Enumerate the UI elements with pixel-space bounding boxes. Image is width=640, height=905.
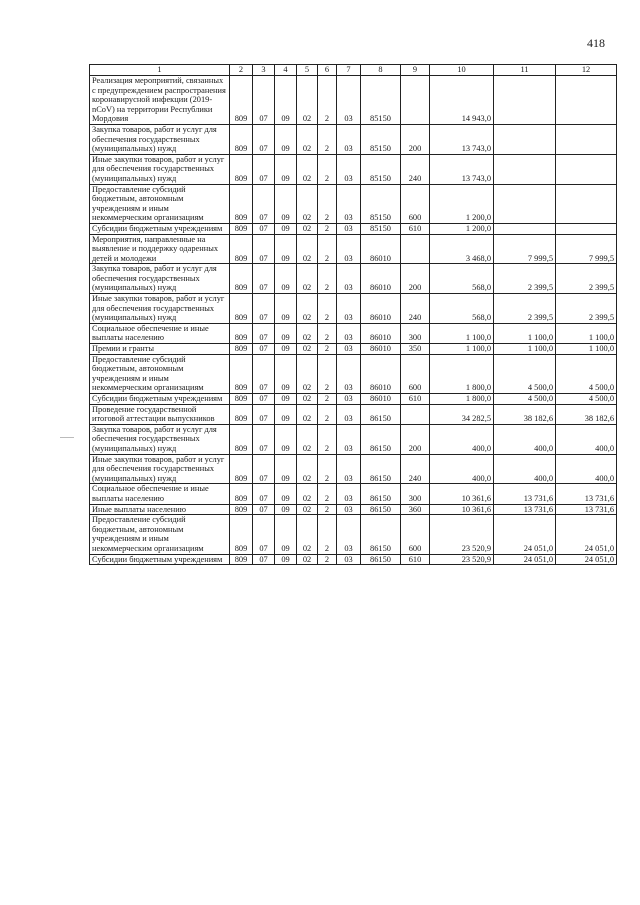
col-header: 12: [556, 65, 617, 76]
amount-col12-cell: [556, 223, 617, 234]
expense-type-cell: 360: [401, 504, 430, 515]
section-code-cell: 07: [253, 404, 275, 424]
subsection-code-cell: 09: [275, 223, 297, 234]
subsection-code-cell: 09: [275, 154, 297, 184]
amount-col10-cell: 14 943,0: [430, 76, 494, 125]
amount-col12-cell: 38 182,6: [556, 404, 617, 424]
subprogram-code-cell: 2: [318, 223, 337, 234]
section-code-cell: 07: [253, 154, 275, 184]
program-code-cell: 02: [297, 184, 318, 223]
subsection-code-cell: 09: [275, 404, 297, 424]
admin-code-cell: 809: [230, 223, 253, 234]
subsection-code-cell: 09: [275, 394, 297, 405]
row-name-cell: Мероприятия, направленные на выявление и поддержку одаренных детей и молодежи: [90, 234, 230, 264]
amount-col11-cell: 13 731,6: [494, 504, 556, 515]
amount-col10-cell: 1 800,0: [430, 354, 494, 393]
amount-col12-cell: 7 999,5: [556, 234, 617, 264]
amount-col11-cell: [494, 124, 556, 154]
admin-code-cell: 809: [230, 454, 253, 484]
event-code-cell: 03: [337, 234, 361, 264]
subsection-code-cell: 09: [275, 294, 297, 324]
subsection-code-cell: 09: [275, 484, 297, 504]
section-code-cell: 07: [253, 504, 275, 515]
direction-code-cell: 86010: [361, 394, 401, 405]
expense-type-cell: 200: [401, 424, 430, 454]
amount-col11-cell: 1 100,0: [494, 344, 556, 355]
amount-col11-cell: 24 051,0: [494, 554, 556, 565]
amount-col12-cell: 13 731,6: [556, 504, 617, 515]
amount-col11-cell: 2 399,5: [494, 294, 556, 324]
col-header: 11: [494, 65, 556, 76]
subprogram-code-cell: 2: [318, 323, 337, 343]
expense-type-cell: 600: [401, 515, 430, 554]
section-code-cell: 07: [253, 515, 275, 554]
program-code-cell: 02: [297, 154, 318, 184]
admin-code-cell: 809: [230, 354, 253, 393]
section-code-cell: 07: [253, 354, 275, 393]
table-row: [90, 323, 617, 343]
amount-col11-cell: [494, 154, 556, 184]
program-code-cell: 02: [297, 354, 318, 393]
subsection-code-cell: 09: [275, 424, 297, 454]
subsection-code-cell: 09: [275, 184, 297, 223]
subprogram-code-cell: 2: [318, 404, 337, 424]
admin-code-cell: 809: [230, 76, 253, 125]
direction-code-cell: 86150: [361, 504, 401, 515]
event-code-cell: 03: [337, 504, 361, 515]
row-name-cell: Закупка товаров, работ и услуг для обеспечения государственных (муниципальных) нужд: [90, 264, 230, 294]
amount-col12-cell: [556, 76, 617, 125]
program-code-cell: 02: [297, 264, 318, 294]
expense-type-cell: 300: [401, 323, 430, 343]
amount-col11-cell: [494, 76, 556, 125]
page-number: 418: [587, 36, 605, 50]
amount-col12-cell: 4 500,0: [556, 394, 617, 405]
section-code-cell: 07: [253, 554, 275, 565]
event-code-cell: 03: [337, 76, 361, 125]
direction-code-cell: 86010: [361, 323, 401, 343]
budget-table: [89, 64, 617, 565]
amount-col10-cell: 568,0: [430, 264, 494, 294]
section-code-cell: 07: [253, 344, 275, 355]
amount-col12-cell: 1 100,0: [556, 323, 617, 343]
amount-col10-cell: 400,0: [430, 424, 494, 454]
subsection-code-cell: 09: [275, 515, 297, 554]
amount-col11-cell: 4 500,0: [494, 394, 556, 405]
row-name-cell: Субсидии бюджетным учреждениям: [90, 223, 230, 234]
subsection-code-cell: 09: [275, 504, 297, 515]
amount-col10-cell: 3 468,0: [430, 234, 494, 264]
table-row: [90, 344, 617, 355]
expense-type-cell: 300: [401, 484, 430, 504]
event-code-cell: 03: [337, 454, 361, 484]
col-header: 9: [401, 65, 430, 76]
amount-col11-cell: [494, 184, 556, 223]
amount-col11-cell: 2 399,5: [494, 264, 556, 294]
amount-col12-cell: 24 051,0: [556, 515, 617, 554]
table-row: [90, 124, 617, 154]
subsection-code-cell: 09: [275, 344, 297, 355]
subprogram-code-cell: 2: [318, 294, 337, 324]
row-name-cell: Предоставление субсидий бюджетным, автономным учреждениям и иным некоммерческим организациям: [90, 184, 230, 223]
amount-col12-cell: 24 051,0: [556, 554, 617, 565]
section-code-cell: 07: [253, 323, 275, 343]
row-name-cell: Закупка товаров, работ и услуг для обеспечения государственных (муниципальных) нужд: [90, 424, 230, 454]
scan-mark: [60, 437, 74, 438]
amount-col10-cell: 13 743,0: [430, 154, 494, 184]
admin-code-cell: 809: [230, 323, 253, 343]
subprogram-code-cell: 2: [318, 515, 337, 554]
program-code-cell: 02: [297, 394, 318, 405]
row-name-cell: Премии и гранты: [90, 344, 230, 355]
event-code-cell: 03: [337, 424, 361, 454]
direction-code-cell: 85150: [361, 124, 401, 154]
admin-code-cell: 809: [230, 184, 253, 223]
table-row: [90, 264, 617, 294]
program-code-cell: 02: [297, 294, 318, 324]
expense-type-cell: 600: [401, 184, 430, 223]
amount-col11-cell: 24 051,0: [494, 515, 556, 554]
amount-col11-cell: 38 182,6: [494, 404, 556, 424]
subprogram-code-cell: 2: [318, 234, 337, 264]
subprogram-code-cell: 2: [318, 394, 337, 405]
table-row: [90, 76, 617, 125]
row-name-cell: Социальное обеспечение и иные выплаты населению: [90, 323, 230, 343]
amount-col12-cell: [556, 154, 617, 184]
event-code-cell: 03: [337, 515, 361, 554]
amount-col12-cell: 1 100,0: [556, 344, 617, 355]
program-code-cell: 02: [297, 234, 318, 264]
expense-type-cell: 240: [401, 454, 430, 484]
subsection-code-cell: 09: [275, 264, 297, 294]
row-name-cell: Субсидии бюджетным учреждениям: [90, 394, 230, 405]
col-header: 10: [430, 65, 494, 76]
row-name-cell: Иные закупки товаров, работ и услуг для обеспечения государственных (муниципальных) нужд: [90, 454, 230, 484]
program-code-cell: 02: [297, 76, 318, 125]
col-header: 8: [361, 65, 401, 76]
admin-code-cell: 809: [230, 424, 253, 454]
header-row: [90, 65, 617, 76]
expense-type-cell: 200: [401, 264, 430, 294]
amount-col10-cell: 34 282,5: [430, 404, 494, 424]
direction-code-cell: 86010: [361, 264, 401, 294]
direction-code-cell: 86150: [361, 554, 401, 565]
program-code-cell: 02: [297, 223, 318, 234]
admin-code-cell: 809: [230, 234, 253, 264]
event-code-cell: 03: [337, 264, 361, 294]
table-row: [90, 223, 617, 234]
admin-code-cell: 809: [230, 124, 253, 154]
direction-code-cell: 85150: [361, 184, 401, 223]
subprogram-code-cell: 2: [318, 344, 337, 355]
subprogram-code-cell: 2: [318, 484, 337, 504]
col-header: 6: [318, 65, 337, 76]
direction-code-cell: 85150: [361, 76, 401, 125]
table-row: [90, 354, 617, 393]
subprogram-code-cell: 2: [318, 454, 337, 484]
section-code-cell: 07: [253, 454, 275, 484]
direction-code-cell: 86150: [361, 424, 401, 454]
direction-code-cell: 86010: [361, 344, 401, 355]
section-code-cell: 07: [253, 184, 275, 223]
amount-col12-cell: 13 731,6: [556, 484, 617, 504]
expense-type-cell: 610: [401, 394, 430, 405]
row-name-cell: Иные закупки товаров, работ и услуг для обеспечения государственных (муниципальных) нужд: [90, 294, 230, 324]
direction-code-cell: 85150: [361, 154, 401, 184]
subsection-code-cell: 09: [275, 554, 297, 565]
subprogram-code-cell: 2: [318, 354, 337, 393]
subsection-code-cell: 09: [275, 354, 297, 393]
amount-col12-cell: [556, 124, 617, 154]
row-name-cell: Закупка товаров, работ и услуг для обеспечения государственных (муниципальных) нужд: [90, 124, 230, 154]
section-code-cell: 07: [253, 394, 275, 405]
direction-code-cell: 86010: [361, 354, 401, 393]
table-row: [90, 424, 617, 454]
event-code-cell: 03: [337, 294, 361, 324]
amount-col12-cell: 4 500,0: [556, 354, 617, 393]
program-code-cell: 02: [297, 554, 318, 565]
table-row: [90, 515, 617, 554]
amount-col11-cell: 1 100,0: [494, 323, 556, 343]
section-code-cell: 07: [253, 234, 275, 264]
program-code-cell: 02: [297, 504, 318, 515]
subprogram-code-cell: 2: [318, 554, 337, 565]
admin-code-cell: 809: [230, 264, 253, 294]
admin-code-cell: 809: [230, 484, 253, 504]
event-code-cell: 03: [337, 124, 361, 154]
subsection-code-cell: 09: [275, 76, 297, 125]
amount-col11-cell: 4 500,0: [494, 354, 556, 393]
amount-col12-cell: 400,0: [556, 454, 617, 484]
row-name-cell: Предоставление субсидий бюджетным, автономным учреждениям и иным некоммерческим организациям: [90, 354, 230, 393]
table-row: [90, 554, 617, 565]
row-name-cell: Предоставление субсидий бюджетным, автономным учреждениям и иным некоммерческим организациям: [90, 515, 230, 554]
table-row: [90, 394, 617, 405]
subsection-code-cell: 09: [275, 323, 297, 343]
amount-col10-cell: 1 100,0: [430, 344, 494, 355]
program-code-cell: 02: [297, 404, 318, 424]
program-code-cell: 02: [297, 424, 318, 454]
amount-col11-cell: [494, 223, 556, 234]
section-code-cell: 07: [253, 424, 275, 454]
section-code-cell: 07: [253, 294, 275, 324]
admin-code-cell: 809: [230, 344, 253, 355]
section-code-cell: 07: [253, 76, 275, 125]
event-code-cell: 03: [337, 484, 361, 504]
amount-col10-cell: 10 361,6: [430, 484, 494, 504]
amount-col10-cell: 13 743,0: [430, 124, 494, 154]
program-code-cell: 02: [297, 484, 318, 504]
section-code-cell: 07: [253, 223, 275, 234]
section-code-cell: 07: [253, 484, 275, 504]
amount-col10-cell: 1 100,0: [430, 323, 494, 343]
amount-col10-cell: 400,0: [430, 454, 494, 484]
direction-code-cell: 86150: [361, 404, 401, 424]
col-header: 1: [90, 65, 230, 76]
event-code-cell: 03: [337, 223, 361, 234]
admin-code-cell: 809: [230, 394, 253, 405]
direction-code-cell: 86150: [361, 454, 401, 484]
table-row: [90, 294, 617, 324]
event-code-cell: 03: [337, 184, 361, 223]
amount-col12-cell: 2 399,5: [556, 264, 617, 294]
section-code-cell: 07: [253, 124, 275, 154]
admin-code-cell: 809: [230, 554, 253, 565]
expense-type-cell: 610: [401, 223, 430, 234]
admin-code-cell: 809: [230, 504, 253, 515]
table-body: [90, 76, 617, 565]
amount-col10-cell: 568,0: [430, 294, 494, 324]
subprogram-code-cell: 2: [318, 504, 337, 515]
expense-type-cell: 200: [401, 124, 430, 154]
subprogram-code-cell: 2: [318, 154, 337, 184]
amount-col12-cell: 400,0: [556, 424, 617, 454]
admin-code-cell: 809: [230, 154, 253, 184]
subsection-code-cell: 09: [275, 454, 297, 484]
expense-type-cell: [401, 76, 430, 125]
table-row: [90, 504, 617, 515]
subprogram-code-cell: 2: [318, 424, 337, 454]
row-name-cell: Иные выплаты населению: [90, 504, 230, 515]
row-name-cell: Реализация мероприятий, связанных с предупреждением распространения коронавирусной инфекции (2019-nCoV) на территории Республики Мордовия: [90, 76, 230, 125]
amount-col11-cell: 13 731,6: [494, 484, 556, 504]
event-code-cell: 03: [337, 404, 361, 424]
row-name-cell: Проведение государственной итоговой аттестации выпускников: [90, 404, 230, 424]
admin-code-cell: 809: [230, 404, 253, 424]
program-code-cell: 02: [297, 124, 318, 154]
program-code-cell: 02: [297, 344, 318, 355]
amount-col11-cell: 400,0: [494, 454, 556, 484]
table-row: [90, 484, 617, 504]
program-code-cell: 02: [297, 323, 318, 343]
row-name-cell: Субсидии бюджетным учреждениям: [90, 554, 230, 565]
table-row: [90, 184, 617, 223]
col-header: 7: [337, 65, 361, 76]
subprogram-code-cell: 2: [318, 184, 337, 223]
amount-col12-cell: 2 399,5: [556, 294, 617, 324]
col-header: 2: [230, 65, 253, 76]
table-row: [90, 154, 617, 184]
subprogram-code-cell: 2: [318, 76, 337, 125]
table-row: [90, 454, 617, 484]
col-header: 5: [297, 65, 318, 76]
amount-col10-cell: 10 361,6: [430, 504, 494, 515]
expense-type-cell: 240: [401, 154, 430, 184]
amount-col10-cell: 23 520,9: [430, 554, 494, 565]
event-code-cell: 03: [337, 354, 361, 393]
subprogram-code-cell: 2: [318, 124, 337, 154]
expense-type-cell: 600: [401, 354, 430, 393]
row-name-cell: Иные закупки товаров, работ и услуг для обеспечения государственных (муниципальных) нужд: [90, 154, 230, 184]
program-code-cell: 02: [297, 515, 318, 554]
row-name-cell: Социальное обеспечение и иные выплаты населению: [90, 484, 230, 504]
admin-code-cell: 809: [230, 294, 253, 324]
event-code-cell: 03: [337, 344, 361, 355]
amount-col10-cell: 1 200,0: [430, 223, 494, 234]
direction-code-cell: 85150: [361, 223, 401, 234]
expense-type-cell: 240: [401, 294, 430, 324]
expense-type-cell: 350: [401, 344, 430, 355]
admin-code-cell: 809: [230, 515, 253, 554]
direction-code-cell: 86150: [361, 484, 401, 504]
expense-type-cell: [401, 234, 430, 264]
amount-col11-cell: 400,0: [494, 424, 556, 454]
direction-code-cell: 86010: [361, 234, 401, 264]
table-row: [90, 234, 617, 264]
event-code-cell: 03: [337, 154, 361, 184]
amount-col10-cell: 1 800,0: [430, 394, 494, 405]
section-code-cell: 07: [253, 264, 275, 294]
col-header: 3: [253, 65, 275, 76]
col-header: 4: [275, 65, 297, 76]
direction-code-cell: 86150: [361, 515, 401, 554]
event-code-cell: 03: [337, 554, 361, 565]
amount-col11-cell: 7 999,5: [494, 234, 556, 264]
program-code-cell: 02: [297, 454, 318, 484]
subprogram-code-cell: 2: [318, 264, 337, 294]
event-code-cell: 03: [337, 394, 361, 405]
amount-col12-cell: [556, 184, 617, 223]
amount-col10-cell: 1 200,0: [430, 184, 494, 223]
event-code-cell: 03: [337, 323, 361, 343]
table-row: [90, 404, 617, 424]
subsection-code-cell: 09: [275, 234, 297, 264]
amount-col10-cell: 23 520,9: [430, 515, 494, 554]
subsection-code-cell: 09: [275, 124, 297, 154]
expense-type-cell: 610: [401, 554, 430, 565]
direction-code-cell: 86010: [361, 294, 401, 324]
expense-type-cell: [401, 404, 430, 424]
